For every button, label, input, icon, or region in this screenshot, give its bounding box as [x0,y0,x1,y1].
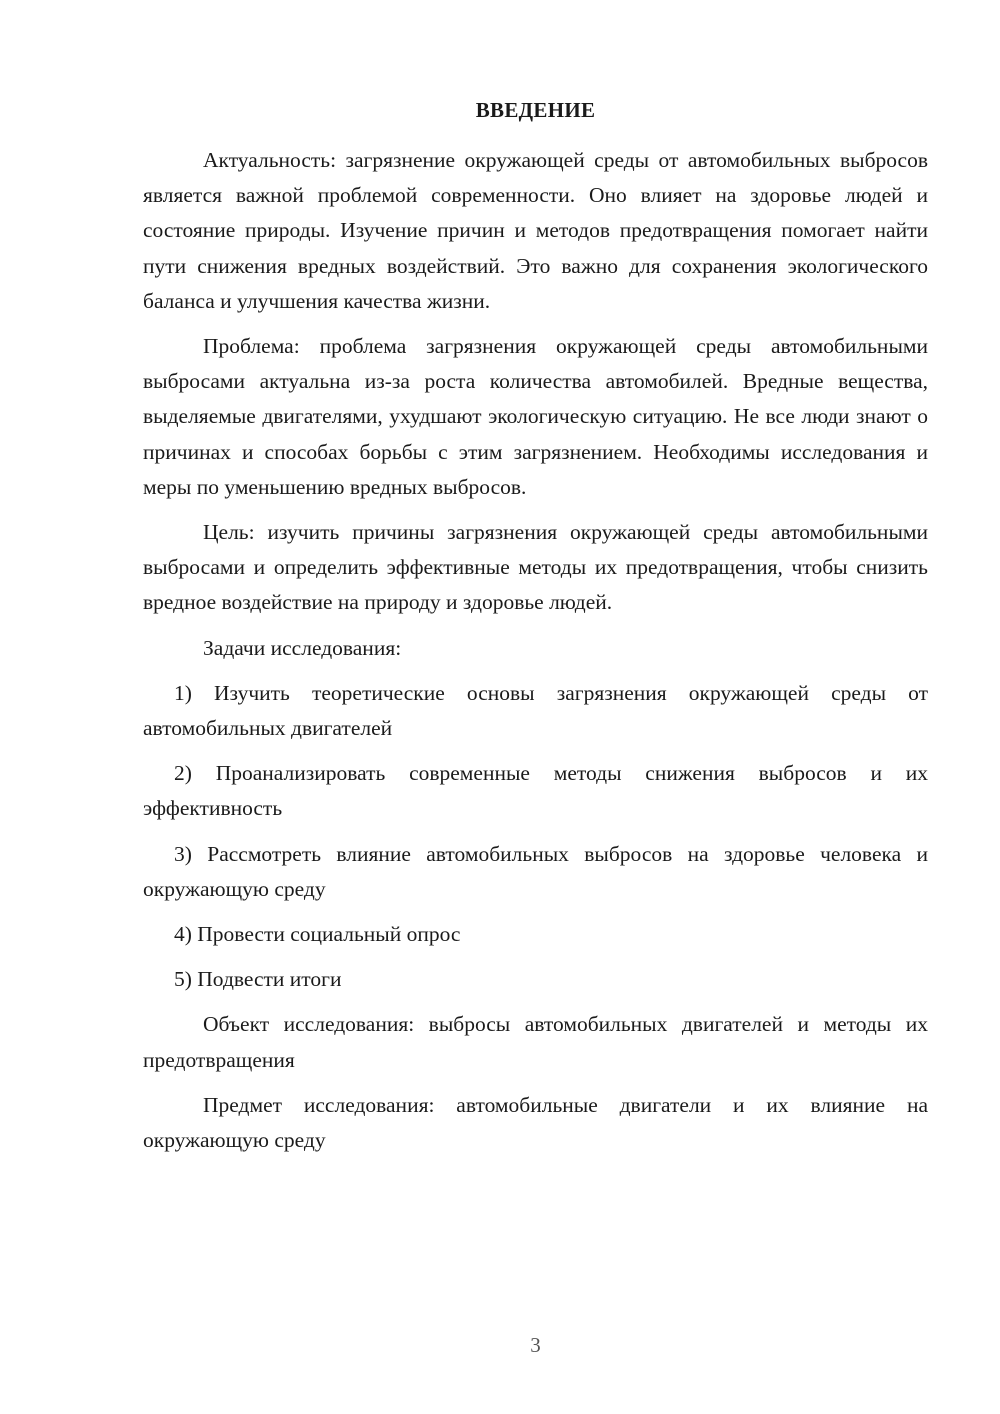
task-item: 5) Подвести итоги [174,967,342,992]
paragraph-goal: Цель: изучить причины загрязнения окружающей среды автомобильными выбросами и определить эффективные методы их предотвращения, чтобы снизить вредное воздействие на природу и здоровье людей. [143,520,928,615]
paragraph-subject: Предмет исследования: автомобильные двигатели и их влияние на окружающую среду [143,1092,928,1153]
task-item: 1) Изучить теоретические основы загрязнения окружающей среды от автомобильных двигателей [143,680,928,741]
paragraph-object: Объект исследования: выбросы автомобильных двигателей и методы их предотвращения [143,1012,928,1072]
document-body [143,143,928,1168]
page-title: ВВЕДЕНИЕ [475,98,596,122]
task-item: 3) Рассмотреть влияние автомобильных выбросов на здоровье человека и окружающую среду [143,841,928,901]
page-number: 3 [530,1333,541,1357]
paragraph-problem: Проблема: проблема загрязнения окружающей среды автомобильными выбросами актуальна из-за роста количества автомобилей. Вредные вещества, выделяемые двигателями, ухудшают экологическую ситуацию. Не все люди знают о причинах и способах борьбы с этим загрязнением. Необходимы исследования и меры по уменьшению вредных выбросов. [143,334,928,499]
paragraph-relevance: Актуальность: загрязнение окружающей среды от автомобильных выбросов является важной проблемой современности. Оно влияет на здоровье людей и состояние природы. Изучение причин и методов предотвращения помогает найти пути снижения вредных воздействий. Это важно для сохранения экологического баланса и улучшения качества жизни. [143,148,928,313]
task-item: 2) Проанализировать современные методы снижения выбросов и их эффективность [143,761,928,821]
paragraph-tasks-heading: Задачи исследования: [203,635,402,660]
task-item: 4) Провести социальный опрос [174,922,461,947]
